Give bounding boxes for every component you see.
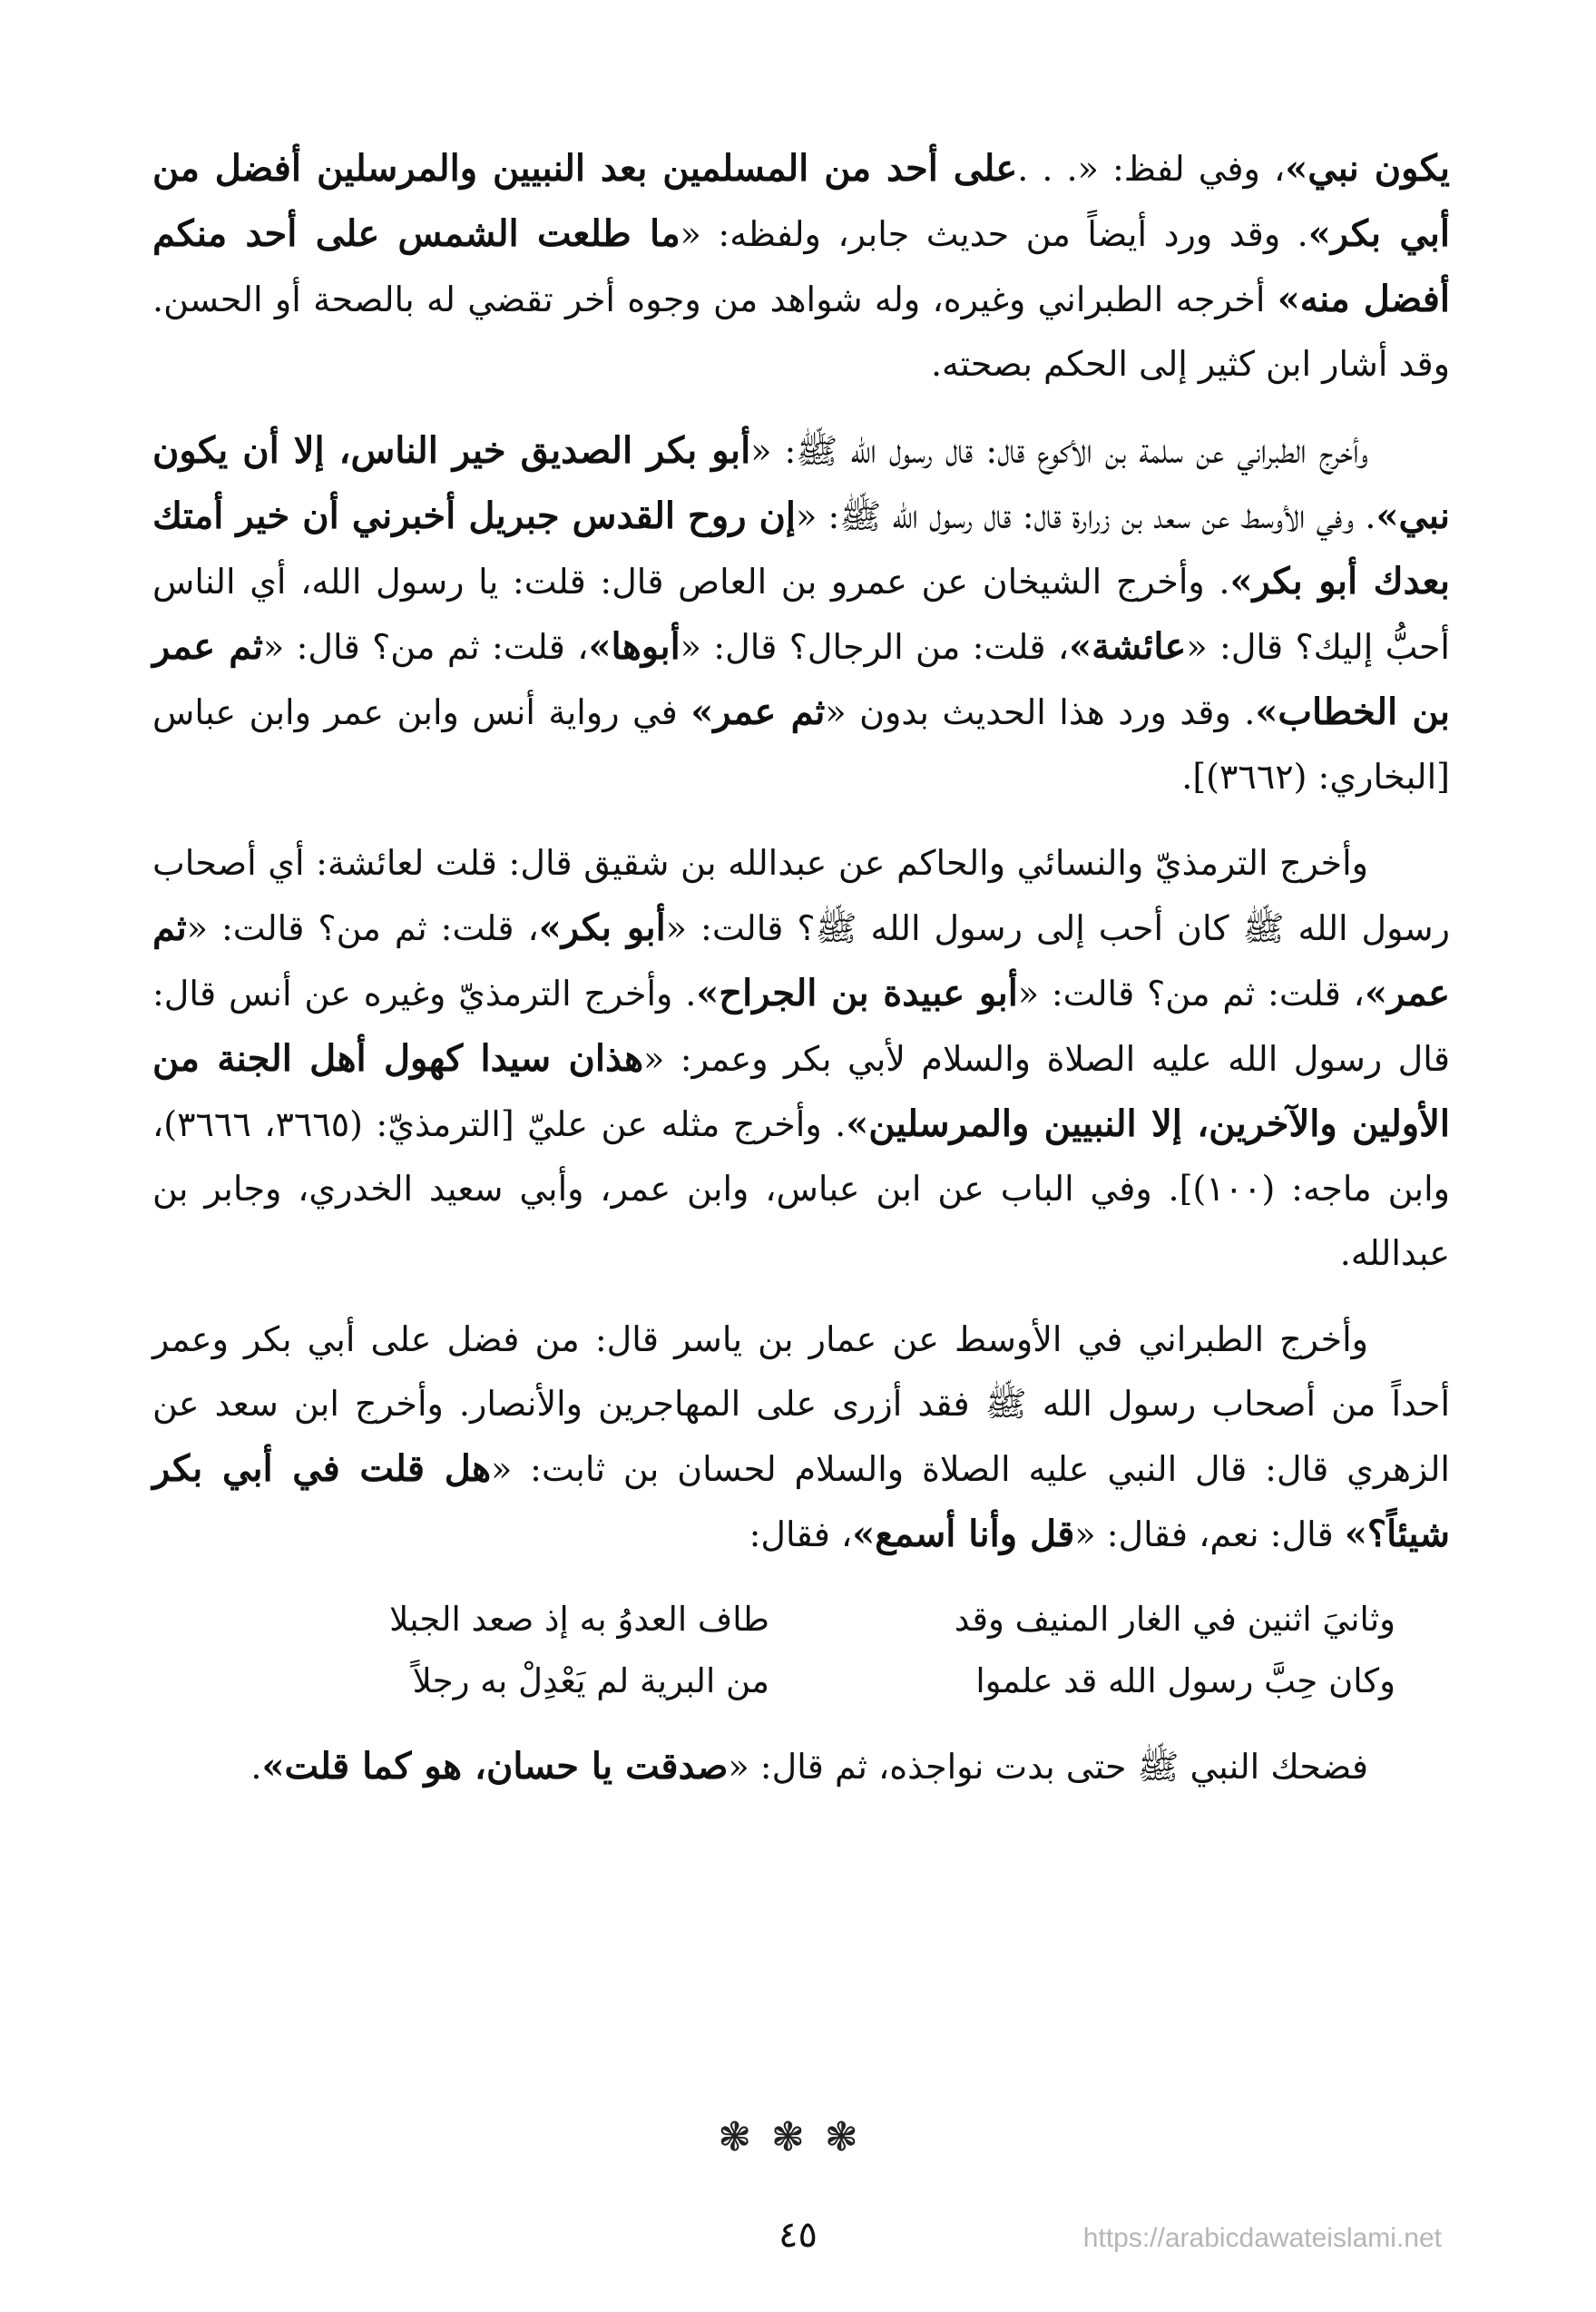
poem-hemistich: طاف العدوُ به إذ صعد الجبلا (389, 1600, 769, 1639)
poem-hemistich: وثانيَ اثنين في الغار المنيف وقد (954, 1600, 1395, 1639)
body-text-run: . وقد ورد أيضاً من حديث جابر، ولفظه: « (680, 214, 1308, 254)
quoted-hadith-text: أبوها» (588, 625, 681, 668)
body-text-run: ، قلت: ثم من؟ قالت: « (1017, 974, 1365, 1014)
quoted-hadith-text: هذان سيدا كهول أهل الجنة من الأولين والآخرين، إلا النبيين والمرسلين» (152, 1037, 1450, 1145)
quoted-hadith-text: هل قلت في أبي بكر شيئاً؟» (152, 1447, 1450, 1555)
body-text-run: . وأخرج الشيخان عن عمرو بن العاص قال: قلت: يا رسول الله، أي الناس أحبُّ إليك؟ قال: « (152, 562, 1450, 667)
poem-verse-2 (207, 1651, 1395, 1712)
body-text-run: ، قلت: ثم من؟ قالت: « (186, 908, 539, 948)
section-divider-ornament: ❃❃❃ (718, 2114, 878, 2160)
body-text-run: ، قلت: من الرجال؟ قال: « (680, 627, 1070, 667)
body-text-run: . وأخرج مثله عن عليّ [الترمذيّ: (٣٦٦٥، ٣٦٦٦)، وابن ماجه: (١٠٠)]. وفي الباب عن ابن عباس، وابن عمر، وأبي سعيد الخدري، وجابر بن عبدالله. (152, 1104, 1450, 1273)
body-text-run: وأخرج الترمذيّ والنسائي والحاكم عن عبدالله بن شقيق قال: قلت لعائشة: أي أصحاب رسول الله ﷺ كان أحب إلى رسول الله ﷺ؟ قالت: « (152, 843, 1450, 948)
body-text-run: وأخرج الطبراني عن سلمة بن الأكوع قال: قال رسول الله ﷺ: « (750, 431, 1368, 471)
poem (207, 1589, 1395, 1712)
quoted-hadith-text: يكون نبي» (1285, 147, 1450, 190)
paragraph-2 (152, 418, 1450, 809)
poem-hemistich: من البرية لم يَعْدِلْ به رجلاً (412, 1661, 769, 1700)
paragraph-4 (152, 1308, 1450, 1567)
page-number: ٤٥ (778, 2214, 818, 2256)
closing-paragraph (152, 1734, 1450, 1799)
quoted-hadith-text: ثم عمر بن الخطاب» (152, 625, 1450, 733)
watermark-url: https://arabicdawateislami.net (1082, 2223, 1442, 2253)
body-text-run: . (250, 1747, 262, 1787)
poem-hemistich: وكان حِبَّ رسول الله قد علموا (975, 1661, 1395, 1700)
body-text-run: قال: نعم، فقال: « (1074, 1514, 1345, 1554)
body-text-run: ، فقال: (749, 1514, 853, 1554)
body-text-run: ، قلت: ثم من؟ قال: « (263, 627, 589, 667)
quoted-hadith-text: قل وأنا أسمع» (852, 1513, 1075, 1555)
paragraph-1 (152, 136, 1450, 397)
paragraph-3 (152, 831, 1450, 1286)
quoted-hadith-text: ثم عمر» (152, 906, 1450, 1014)
quoted-hadith-text: أبو عبيدة بن الجراح» (696, 972, 1018, 1014)
body-text-run: . وفي الأوسط عن سعد بن زرارة قال: قال رسول الله ﷺ: « (796, 496, 1376, 536)
quoted-hadith-text: على أحد من المسلمين بعد النبيين والمرسلين أفضل من أبي بكر» (152, 147, 1450, 255)
body-text (152, 136, 1450, 1821)
body-text-run: في رواية أنس وابن عمر وابن عباس [البخاري: (٣٦٦٢)]. (152, 692, 1450, 797)
body-text-run: . وقد ورد هذا الحديث بدون « (825, 692, 1256, 732)
body-text-run: . وأخرج الترمذيّ وغيره عن أنس قال: قال رسول الله عليه الصلاة والسلام لأبي بكر وعمر: « (152, 974, 1450, 1079)
body-text-run: وأخرج الطبراني في الأوسط عن عمار بن ياسر قال: من فضل على أبي بكر وعمر أحداً من أصحاب رسول الله ﷺ فقد أزرى على المهاجرين والأنصار. وأخرج ابن سعد عن الزهري قال: قال النبي عليه الصلاة والسلام لحسان بن ثابت: « (152, 1319, 1450, 1489)
quoted-hadith-text: أبو بكر» (538, 906, 666, 949)
quoted-hadith-text: ثم عمر» (690, 691, 826, 733)
quoted-hadith-text: إن روح القدس جبريل أخبرني أن خير أمتك بعدك أبو بكر» (152, 495, 1450, 602)
body-text-run: فضحك النبي ﷺ حتى بدت نواجذه، ثم قال: « (728, 1747, 1368, 1787)
quoted-hadith-text: ما طلعت الشمس على أحد منكم أفضل منه» (152, 212, 1450, 320)
quoted-hadith-text: صدقت يا حسان، هو كما قلت» (261, 1745, 729, 1788)
quoted-hadith-text: أبو بكر الصديق خير الناس، إلا أن يكون نبي» (152, 429, 1451, 537)
quoted-hadith-text: عائشة» (1069, 625, 1187, 668)
body-text-run: ، وفي لفظ: «. . . (1017, 149, 1286, 189)
body-text-run: أخرجه الطبراني وغيره، وله شواهد من وجوه أخر تقضي له بالصحة أو الحسن. وقد أشار ابن كثير إلى الحكم بصحته. (152, 279, 1450, 384)
poem-verse-1 (207, 1589, 1395, 1651)
